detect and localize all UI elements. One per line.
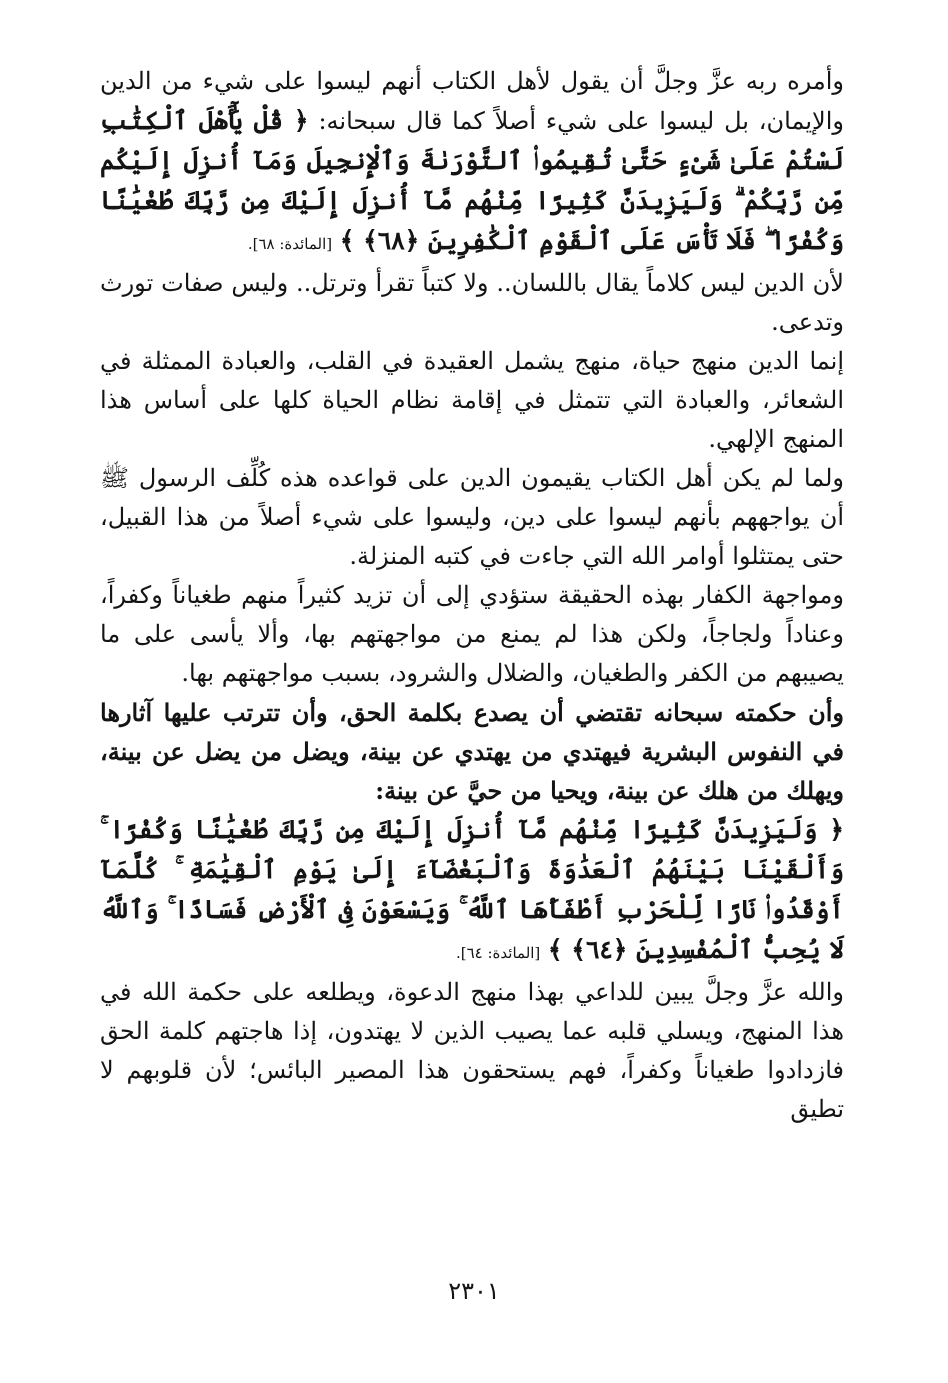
paragraph-religion-not-words: لأن الدين ليس كلاماً يقال باللسان.. ولا كتباً تقرأ وترتل.. وليس صفات تورث وتدعى. (100, 269, 844, 336)
page-number: ٢٣٠١ (448, 1277, 500, 1305)
paragraph-verse-64 (100, 810, 844, 973)
paragraph-final: والله عزَّ وجلَّ يبين للداعي بهذا منهج الدعوة، ويطلعه على حكمة الله في هذا المنهج، ويسلي قلبه عما يصيب الذين لا يهتدون، إذا هاجتهم كلمة الحق فازدادوا طغياناً وكفراً، فهم يستحقون هذا المصير البائس؛ لأن قلوبهم لا تطيق (100, 978, 844, 1123)
paragraph-intro (100, 62, 844, 264)
paragraph-confronting-disbelievers: ومواجهة الكفار بهذه الحقيقة ستؤدي إلى أن تزيد كثيراً منهم طغياناً وكفراً، وعناداً ولجاجاً، ولكن هذا لم يمنع من مواجهتهم بها، وألا يأسى على ما يصيبهم من الكفر والطغيان، والضلال والشرود، بسبب مواجهتهم بها. (100, 581, 844, 687)
verse-reference-68: [المائدة: ٦٨]. (247, 235, 333, 253)
quran-verse-68: ﴿ قُلْ يَٰٓأَهْلَ ٱلْكِتَٰبِ لَسْتُمْ عَلَىٰ شَىْءٍ حَتَّىٰ تُقِيمُوا۟ ٱلتَّوْرَىٰةَ وَٱلْإِنجِيلَ وَمَآ أُنزِلَ إِلَيْكُم مِّن رَّبِّكُمْ ۗ وَلَيَزِيدَنَّ كَثِيرًا مِّنْهُم مَّآ أُنزِلَ إِلَيْكَ مِن رَّبِّكَ طُغْيَٰنًا وَكُفْرًا ۖ فَلَا تَأْسَ عَلَى ٱلْقَوْمِ ٱلْكَٰفِرِينَ ﴿٦٨﴾ ﴾ (100, 106, 844, 255)
paragraph-divine-wisdom: وأن حكمته سبحانه تقتضي أن يصدع بكلمة الحق، وأن تترتب عليها آثارها في النفوس البشرية فيهتدي من يهتدي عن بينة، ويضل من يضل عن بينة، ويهلك من هلك عن بينة، ويحيا من حيَّ عن بينة: (100, 698, 844, 805)
paragraph-people-of-book: ولما لم يكن أهل الكتاب يقيمون الدين على قواعده هذه كُلِّف الرسول ﷺ أن يواجههم بأنهم ليسوا على دين، وليسوا على شيء أصلاً من هذا القبيل، حتى يمتثلوا أوامر الله التي جاءت في كتبه المنزلة. (100, 464, 844, 570)
intro-text: وأمره ربه عزَّ وجلَّ أن يقول لأهل الكتاب أنهم ليسوا على شيء من الدين والإيمان، بل ليسوا على شيء أصلاً كما قال سبحانه: (100, 67, 844, 135)
quran-verse-64: ﴿ وَلَيَزِيدَنَّ كَثِيرًا مِّنْهُم مَّآ أُنزِلَ إِلَيْكَ مِن رَّبِّكَ طُغْيَٰنًا وَكُفْرًا ۚ وَأَلْقَيْنَا بَيْنَهُمُ ٱلْعَدَٰوَةَ وَٱلْبَغْضَآءَ إِلَىٰ يَوْمِ ٱلْقِيَٰمَةِ ۚ كُلَّمَآ أَوْقَدُوا۟ نَارًا لِّلْحَرْبِ أَطْفَأَهَا ٱللَّهُ ۚ وَيَسْعَوْنَ فِى ٱلْأَرْضِ فَسَادًا ۚ وَٱللَّهُ لَا يُحِبُّ ٱلْمُفْسِدِينَ ﴿٦٤﴾ ﴾ (100, 815, 844, 964)
paragraph-religion-way-of-life: إنما الدين منهج حياة، منهج يشمل العقيدة في القلب، والعبادة الممثلة في الشعائر، والعبادة التي تتمثل في إقامة نظام الحياة كلها على أساس هذا المنهج الإلهي. (100, 347, 844, 453)
verse-reference-64: [المائدة: ٦٤]. (455, 944, 541, 962)
